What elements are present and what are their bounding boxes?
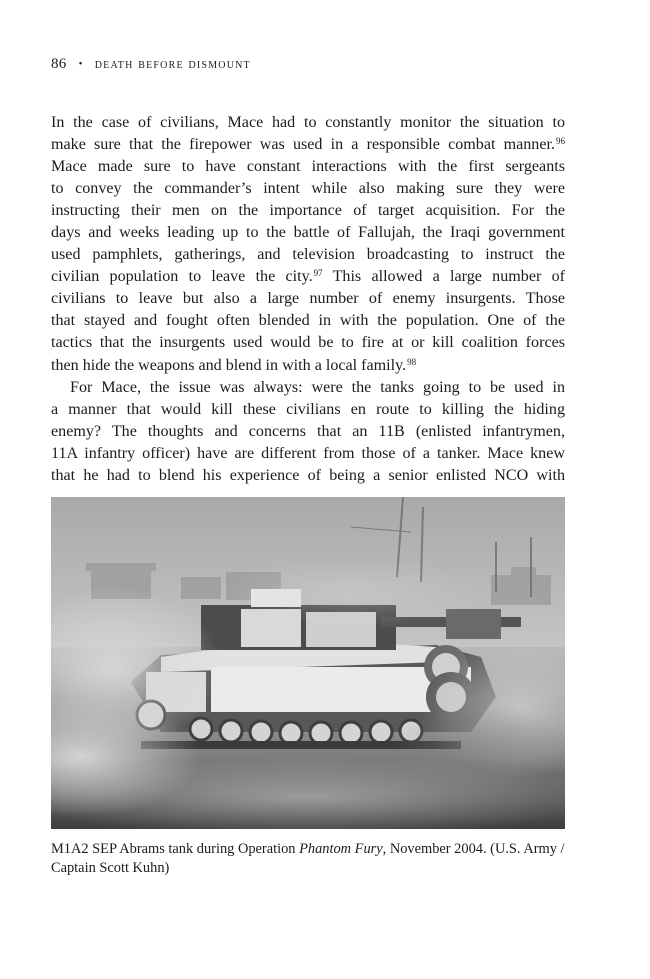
p2-line: that he had to blend his experience of being a senior enlisted NCO with <box>51 466 565 484</box>
text-span: This allowed a large number of <box>322 268 565 286</box>
p1-line: instructing their men on the importance of target acquisition. For the <box>51 202 565 220</box>
p1-line <box>51 266 565 288</box>
p1-line: used pamphlets, gatherings, and television broadcasting to instruct the <box>51 246 565 264</box>
figure-caption <box>51 840 565 878</box>
tank-photo <box>51 497 565 829</box>
p1-line: tactics that the insurgents used would be to fire at or kill coalition forces <box>51 334 565 352</box>
caption-credit: Captain Scott Kuhn) <box>51 860 170 876</box>
text-span: civilian population to leave the city. <box>51 268 313 286</box>
p1-line: days and weeks leading up to the battle of Fallujah, the Iraqi government <box>51 224 565 242</box>
p1-line: to convey the commander’s intent while also making sure they were <box>51 180 565 198</box>
header-separator: • <box>78 58 83 70</box>
footnote-ref-97: 97 <box>313 268 323 279</box>
p2-line: a manner that would kill these civilians en route to killing the hiding <box>51 400 565 418</box>
p1-line: that stayed and fought often blended in with the population. One of the <box>51 312 565 330</box>
footnote-ref-96: 96 <box>556 136 565 147</box>
p1-line <box>51 355 565 377</box>
tank-photo-illustration <box>51 497 565 829</box>
p1-line <box>51 134 565 156</box>
caption-suffix: , November 2004. (U.S. Army / <box>382 841 565 857</box>
page-number: 86 <box>51 56 67 72</box>
footnote-ref-98: 98 <box>407 356 417 367</box>
p1-line: civilians to leave but also a large number of enemy insurgents. Those <box>51 290 565 308</box>
running-title: death before dismount <box>94 57 251 72</box>
text-span: make sure that the firepower was used in a responsible combat manner. <box>51 136 555 154</box>
p2-line: enemy? The thoughts and concerns that an 11B (enlisted infantrymen, <box>51 422 565 440</box>
p2-line: For Mace, the issue was always: were the tanks going to be used in <box>70 378 565 396</box>
caption-operation: Phantom Fury <box>299 841 383 857</box>
body-text <box>51 112 565 487</box>
p1-line: In the case of civilians, Mace had to constantly monitor the situation to <box>51 114 565 131</box>
text-span: then hide the weapons and blend in with a local family. <box>51 356 407 374</box>
caption-prefix: M1A2 SEP Abrams tank during Operation <box>51 841 300 857</box>
p1-line: Mace made sure to have constant interactions with the first sergeants <box>51 158 565 176</box>
running-head <box>51 56 251 73</box>
p2-line: 11A infantry officer) have are different from those of a tanker. Mace knew <box>51 444 565 462</box>
